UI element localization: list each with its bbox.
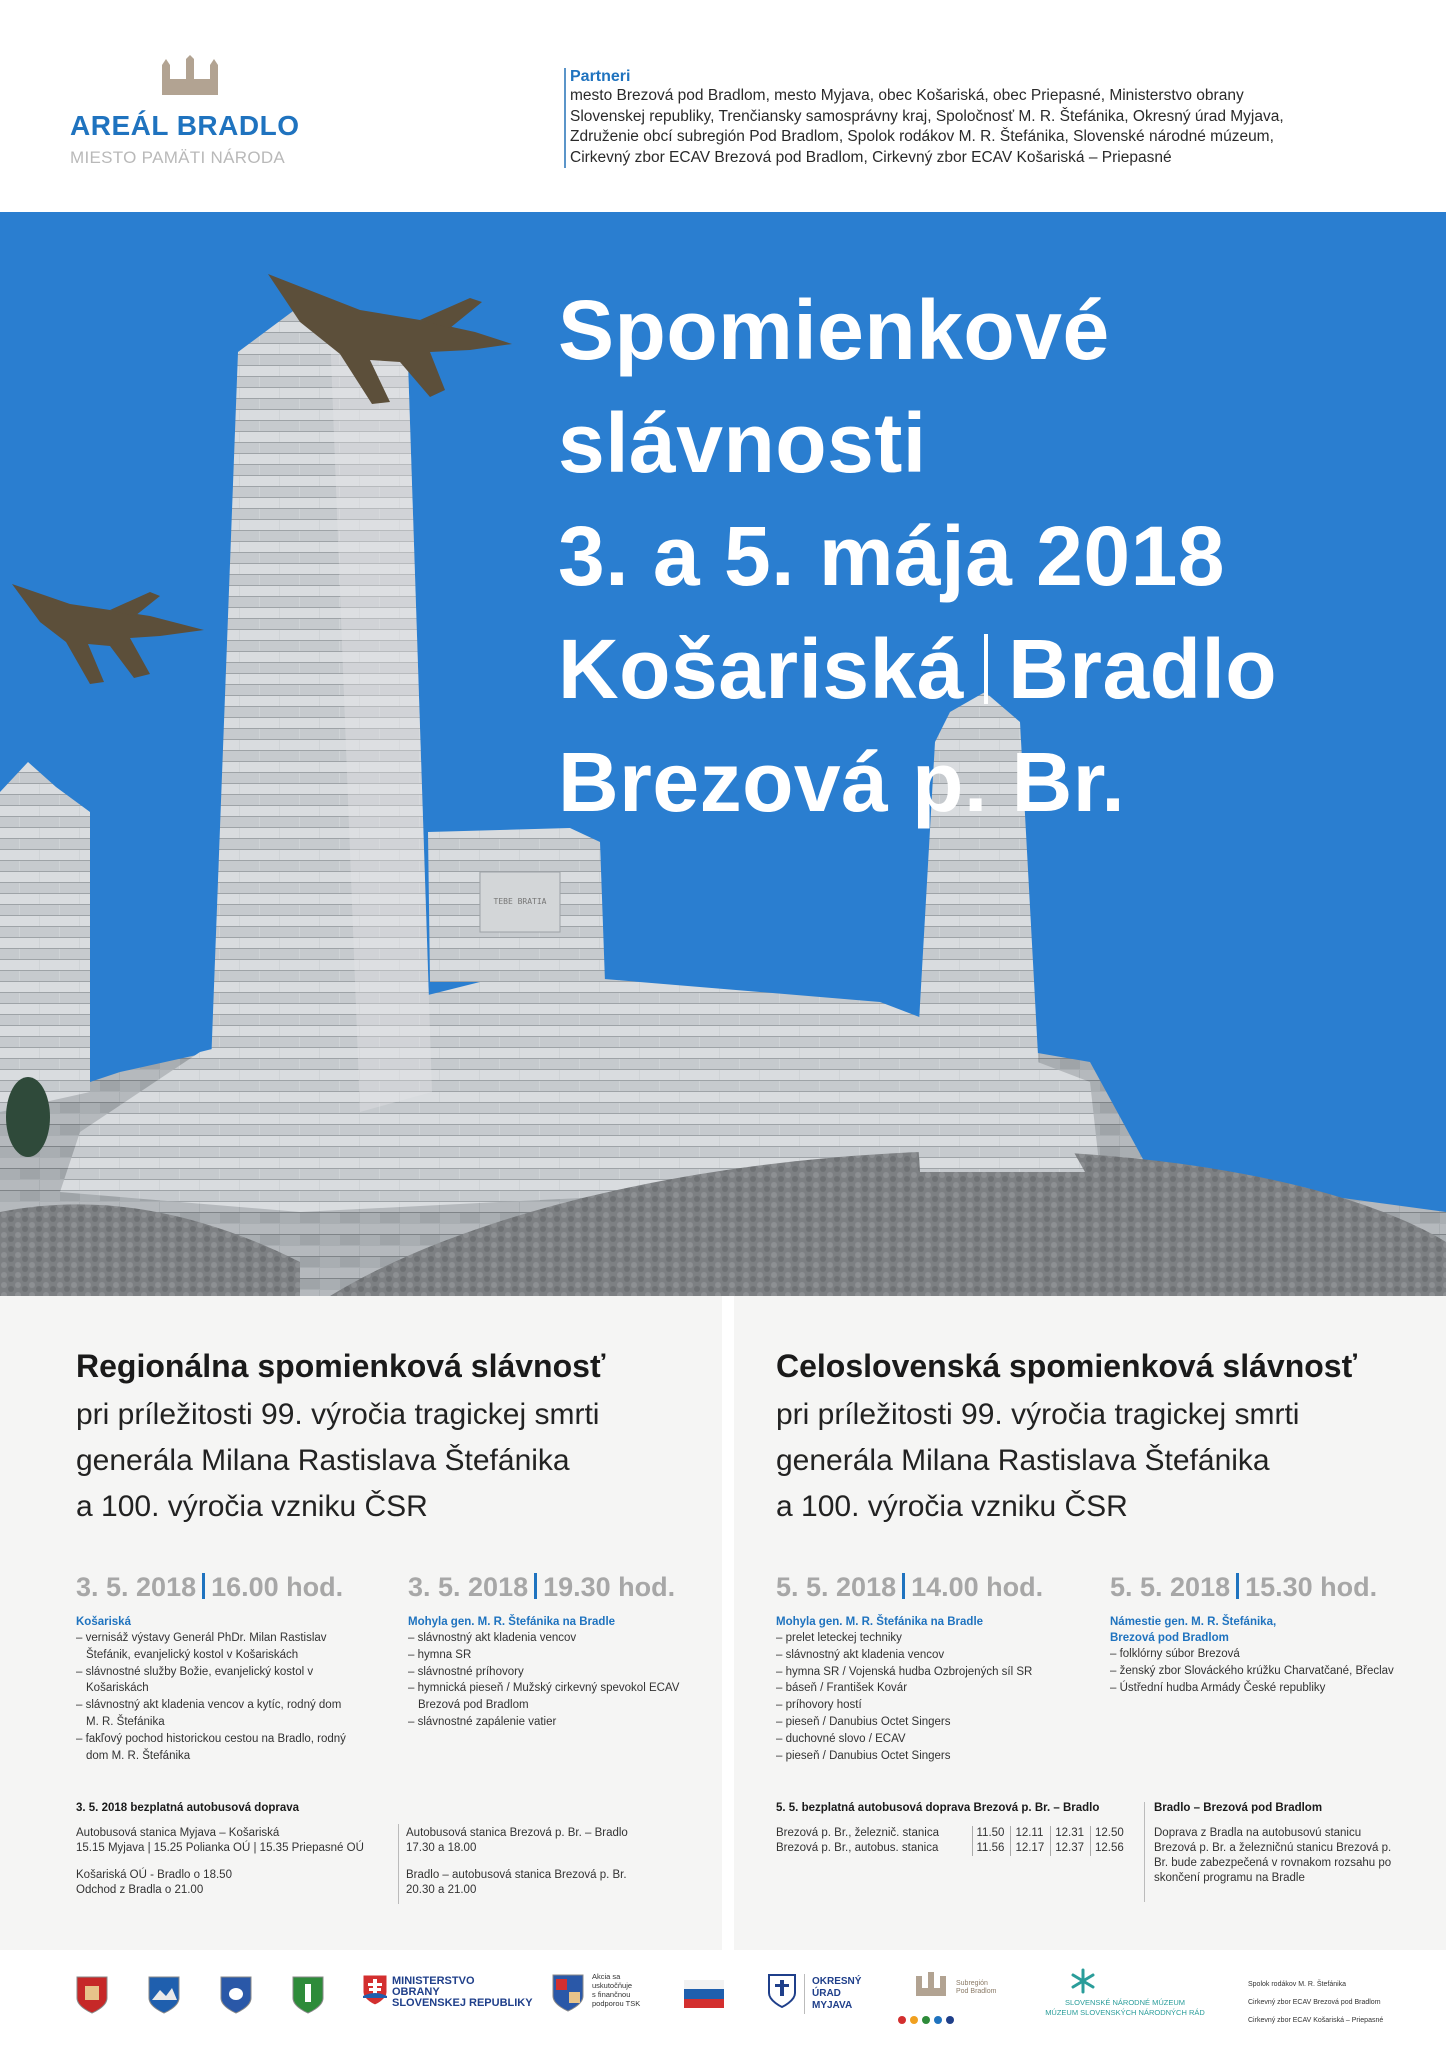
list-item: – vernisáž výstavy Generál PhDr. Milan Rastislav Štefánik, evanjelický kostol v Košariskách — [76, 1632, 327, 1661]
areal-bradlo-logo — [70, 55, 310, 168]
slot-datetime: 5. 5. 2018 15.30 hod. — [1110, 1572, 1378, 1602]
coat-of-arms-icon — [76, 1976, 108, 2014]
bus-time: 11.56 — [972, 1841, 1011, 1856]
coat-of-arms-icon — [220, 1976, 252, 2014]
bus-time: 12.31 — [1051, 1826, 1091, 1841]
bus-time: 11.50 — [972, 1826, 1011, 1841]
transport-heading: Bradlo – Brezová pod Bradlom — [1154, 1802, 1323, 1814]
coat-of-arms-icon — [148, 1976, 180, 2014]
transport-text: Košariská OÚ - Bradlo o 18.50 — [76, 1869, 232, 1881]
regional-title: Regionálna spomienková slávnosť — [76, 1348, 606, 1384]
logo-title: AREÁL BRADLO — [70, 110, 300, 141]
slot-place: Námestie gen. M. R. Štefánika, — [1110, 1616, 1277, 1628]
transport-text: Autobusová stanica Myjava – Košariská — [76, 1827, 280, 1839]
ministry-logo-text: MINISTERSTVO OBRANY SLOVENSKEJ REPUBLIKY — [392, 1975, 533, 2009]
partners-line: mesto Brezová pod Bradlom, mesto Myjava, obec Košariská, obec Priepasné, Ministerstvo obrany — [570, 87, 1244, 104]
hero-banner — [0, 212, 1446, 1296]
divider-line — [398, 1824, 399, 1904]
national-subtitle: generála Milana Rastislava Štefánika — [776, 1444, 1270, 1477]
list-item: – slávnostný akt kladenia vencov a kytíc, rodný dom M. R. Štefánika — [76, 1699, 342, 1728]
coat-of-arms-icon — [292, 1976, 324, 2014]
partners-block — [564, 68, 1384, 168]
title-line: Spomienkové — [558, 283, 1110, 377]
transport-text: Autobusová stanica Brezová p. Br. – Bradlo — [406, 1827, 628, 1839]
regional-subtitle: a 100. výročia vzniku ČSR — [76, 1490, 428, 1523]
national-title: Celoslovenská spomienková slávnosť — [776, 1348, 1357, 1384]
national-subtitle: pri príležitosti 99. výročia tragickej smrti — [776, 1398, 1300, 1431]
snm-text: SLOVENSKÉ NÁRODNÉ MÚZEUM MÚZEUM SLOVENSKÝCH NÁRODNÝCH RÁD — [1045, 1998, 1205, 2017]
partners-title: Partneri — [570, 68, 631, 85]
transport-text: Doprava z Bradla na autobusovú stanicu Brezová p. Br. a železničnú stanicu Brezová p. Br. bude zabezpečená v rovnakom rozsahu po skončení programu na Bradle — [1154, 1827, 1392, 1884]
transport-text: 20.30 a 21.00 — [406, 1884, 477, 1896]
list-item: – Ústřední hudba Armády České republiky — [1110, 1681, 1326, 1694]
transport-heading: 5. 5. bezplatná autobusová doprava Brezová p. Br. – Bradlo — [776, 1802, 1100, 1814]
slot-program — [408, 1630, 688, 1731]
list-item: – pieseň / Danubius Octet Singers — [776, 1749, 951, 1762]
monument-logo-icon — [162, 55, 218, 95]
partners-line: Združenie obcí subregión Pod Bradlom, Spolok rodákov M. R. Štefánika, Slovenské národné múzeum, — [570, 128, 1274, 145]
stop-name: Brezová p. Br., autobus. stanica — [776, 1842, 939, 1854]
okresny-urad-shield-icon — [768, 1974, 796, 2008]
stop-name: Brezová p. Br., železnič. stanica — [776, 1827, 939, 1839]
event-title — [558, 274, 1418, 839]
okresny-urad-text: OKRESNÝ ÚRAD MYJAVA — [812, 1976, 862, 2011]
list-item: – ženský zbor Slováckého krúžku Charvatčané, Břeclav — [1110, 1664, 1394, 1677]
list-item: – folklórny súbor Brezová — [1110, 1648, 1240, 1660]
slovak-flag-icon — [684, 1980, 724, 2008]
list-item: – duchovné slovo / ECAV — [776, 1732, 906, 1745]
regional-subtitle: generála Milana Rastislava Štefánika — [76, 1444, 570, 1477]
divider-line — [804, 1974, 805, 2014]
slot-place: Mohyla gen. M. R. Štefánika na Bradle — [408, 1616, 616, 1628]
regional-column — [0, 1296, 722, 1950]
list-item: – hymnická pieseň / Mužský cirkevný spevokol ECAV Brezová pod Bradlom — [408, 1682, 680, 1712]
bus-timetable — [776, 1826, 1130, 1856]
bus-time: 12.56 — [1091, 1841, 1130, 1856]
title-place-brezova: Brezová p. Br. — [558, 735, 1126, 829]
slovak-shield-icon — [362, 1974, 388, 2006]
snm-snowflake-icon — [1070, 1968, 1096, 1994]
national-column — [734, 1296, 1446, 1950]
list-item: – slávnostné príhovory — [408, 1665, 524, 1678]
transport-text: 17.30 a 18.00 — [406, 1842, 477, 1854]
list-item: – slávnostné služby Božie, evanjelický kostol v Košariskách — [76, 1665, 314, 1695]
list-item: – hymna SR — [408, 1648, 472, 1661]
transport-heading: 3. 5. 2018 bezplatná autobusová doprava — [76, 1802, 300, 1814]
tsk-support-text: Akcia sa uskutočňuje s finančnou podporou TSK — [592, 1972, 641, 2008]
bus-time: 12.37 — [1051, 1841, 1091, 1856]
slot-datetime: 5. 5. 2018 14.00 hod. — [776, 1572, 1044, 1602]
place-kosariska: Košariská — [558, 622, 965, 716]
transport-text: Odchod z Bradla o 21.00 — [76, 1884, 204, 1896]
slot-program — [1110, 1646, 1400, 1696]
list-item: – fakľový pochod historickou cestou na Bradlo, rodný dom M. R. Štefánika — [76, 1732, 346, 1762]
subregion-logo-icon — [896, 1970, 1006, 2028]
title-line: slávnosti — [558, 396, 927, 490]
partners-line: Slovenskej republiky, Trenčiansky samosprávny kraj, Spoločnosť M. R. Štefánika, Okresný úrad Myjava, — [570, 107, 1284, 125]
title-places — [558, 613, 1418, 726]
tsk-coat-of-arms-icon — [552, 1974, 584, 2012]
list-item: – hymna SR / Vojenská hudba Ozbrojených síl SR — [776, 1665, 1033, 1678]
header — [0, 0, 1446, 212]
slot-place: Brezová pod Bradlom — [1110, 1632, 1229, 1644]
sponsor-logos — [0, 1950, 1446, 2048]
separator — [984, 634, 988, 704]
list-item: – prelet leteckej techniky — [776, 1632, 902, 1644]
transport-text: 15.15 Myjava | 15.25 Polianka OÚ | 15.35 Priepasné OÚ — [76, 1842, 364, 1854]
list-item: – pieseň / Danubius Octet Singers — [776, 1715, 951, 1728]
transport-text: Bradlo – autobusová stanica Brezová p. Br. — [406, 1869, 627, 1881]
list-item: – príhovory hostí — [776, 1699, 862, 1712]
bus-time: 12.17 — [1011, 1841, 1051, 1856]
list-item: – báseň / František Kovár — [776, 1682, 908, 1695]
column-divider — [722, 1296, 734, 1950]
list-item: – slávnostný akt kladenia vencov — [776, 1648, 945, 1661]
regional-subtitle: pri príležitosti 99. výročia tragickej smrti — [76, 1398, 600, 1431]
bus-time: 12.50 — [1091, 1826, 1130, 1841]
list-item: – slávnostné zapálenie vatier — [408, 1715, 557, 1728]
bus-time: 12.11 — [1011, 1826, 1051, 1841]
list-item: – slávnostný akt kladenia vencov — [408, 1632, 577, 1644]
slot-place: Košariská — [76, 1616, 131, 1628]
slot-datetime: 3. 5. 2018 16.00 hod. — [76, 1572, 344, 1602]
slot-program — [76, 1630, 356, 1764]
divider-line — [1144, 1802, 1145, 1902]
slot-datetime: 3. 5. 2018 19.30 hod. — [408, 1572, 676, 1602]
slot-place: Mohyla gen. M. R. Štefánika na Bradle — [776, 1616, 984, 1628]
logo-subtitle: MIESTO PAMÄTI NÁRODA — [70, 148, 286, 167]
subregion-text: Subregión Pod Bradlom — [956, 1980, 997, 1995]
title-date: 3. a 5. mája 2018 — [558, 509, 1226, 603]
partners-line: Cirkevný zbor ECAV Brezová pod Bradlom, Cirkevný zbor ECAV Košariská – Priepasné — [570, 148, 1172, 166]
org-name: Cirkevný zbor ECAV Brezová pod Bradlom — [1248, 1999, 1381, 2006]
plaque-inscription: TEBE BRATIA — [493, 897, 547, 906]
slot-program — [776, 1630, 1076, 1764]
program-section — [0, 1296, 1446, 1950]
national-subtitle: a 100. výročia vzniku ČSR — [776, 1490, 1128, 1523]
org-name: Cirkevný zbor ECAV Košariská – Priepasné — [1248, 2017, 1384, 2024]
place-bradlo: Bradlo — [1008, 622, 1278, 716]
org-name: Spolok rodákov M. R. Štefánika — [1248, 1981, 1347, 1988]
jet-icon — [12, 584, 204, 684]
